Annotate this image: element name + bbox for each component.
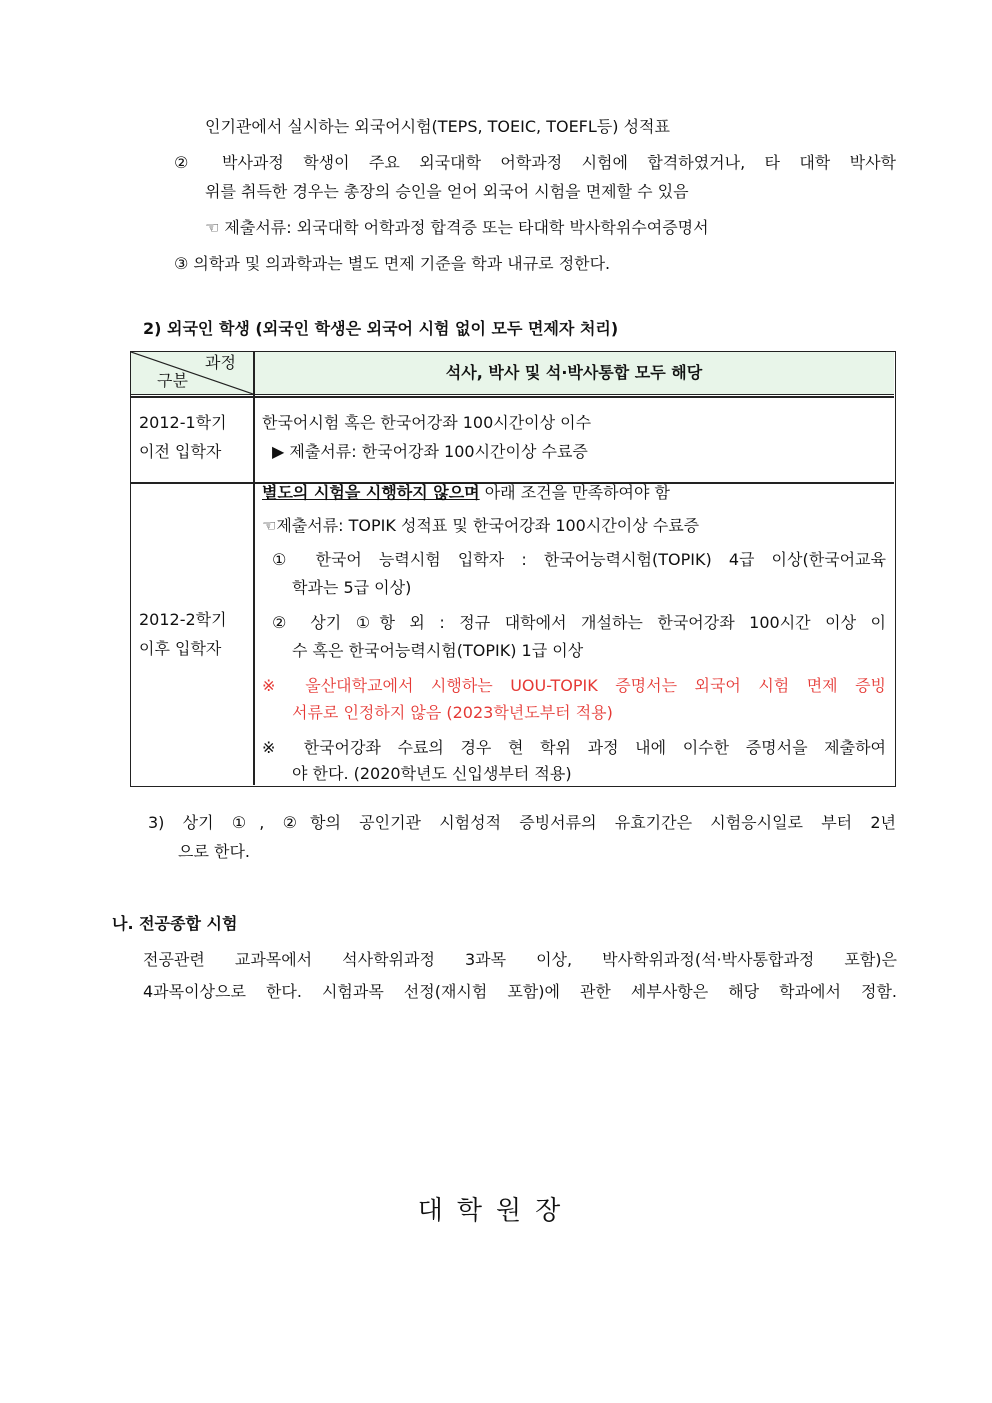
row-2-item-1-b: 학과는 5급 이상) (292, 578, 412, 597)
row-2-item-2-b: 수 혹은 한국어능력시험(TOPIK) 1급 이상 (292, 641, 584, 660)
row-2-note-1-b: 서류로 인정하지 않음 (2023학년도부터 적용) (292, 703, 613, 722)
table-column-separator (253, 352, 255, 785)
row-2-note-2-a: ※ 한국어강좌 수료의 경우 현 학위 과정 내에 이수한 증명서을 제출하여 (262, 738, 886, 757)
table-header-label: 석사, 박사 및 석·박사통합 모두 해당 (445, 363, 703, 382)
section-na-line-1: 전공관련 교과목에서 석사학위과정 3과목 이상, 박사학위과정(석·박사통합과정 포함)은 (143, 950, 897, 969)
row-2-note-2-b: 야 한다. (2020학년도 신입생부터 적용) (292, 764, 572, 783)
signature-dean: 대학원장 (417, 1196, 575, 1226)
row-2-item-2-a: ② 상기 ①항 외 : 정규 대학에서 개설하는 한국어강좌 100시간 이상 이 (272, 613, 886, 632)
corner-label-course: 과정 (205, 353, 236, 372)
row-1-label-a: 2012-1학기 (139, 413, 227, 432)
row-2-docs: ☜제출서류: TOPIK 성적표 및 한국어강좌 100시간이상 수료증 (262, 516, 700, 535)
intro-line-1: 인기관에서 실시하는 외국어시험(TEPS, TOEIC, TOEFL등) 성적표 (205, 117, 670, 136)
row-2-label-a: 2012-2학기 (139, 610, 227, 629)
foreign-student-table (130, 351, 896, 787)
item-2-docs: ☜ 제출서류: 외국대학 어학과정 합격증 또는 타대학 박사학위수여증명서 (205, 218, 709, 237)
corner-label-category: 구분 (157, 371, 188, 390)
row-2-label-b: 이후 입학자 (139, 639, 222, 658)
row-2-underlined-text: 별도의 시험을 시행하지 않으며 (262, 483, 480, 502)
section-3-line-1: 3) 상기 ①, ②항의 공인기관 시험성적 증빙서류의 유효기간은 시험응시일로 부터 2년 (148, 813, 896, 832)
row-2-line-1 (262, 482, 670, 504)
row-2-line-1-rest: 아래 조건을 만족하여야 함 (479, 483, 671, 502)
section-3-line-2: 으로 한다. (178, 842, 250, 861)
section-2-heading: 2) 외국인 학생 (외국인 학생은 외국어 시험 없이 모두 면제자 처리) (143, 319, 619, 338)
row-2-item-1-a: ① 한국어 능력시험 입학자 : 한국어능력시험(TOPIK) 4급 이상(한국어교육 (272, 550, 886, 569)
row-1-label-b: 이전 입학자 (139, 442, 222, 461)
row-1-line-1: 한국어시험 혹은 한국어강좌 100시간이상 이수 (262, 413, 592, 432)
section-na-heading: 나. 전공종합 시험 (112, 914, 238, 933)
item-2-line-b: 위를 취득한 경우는 총장의 승인을 얻어 외국어 시험을 면제할 수 있음 (205, 182, 689, 201)
item-2-line-a: ② 박사과정 학생이 주요 외국대학 어학과정 시험에 합격하였거나, 타 대학 박사학 (174, 153, 896, 172)
item-3: ③ 의학과 및 의과학과는 별도 면제 기준을 학과 내규로 정한다. (174, 254, 611, 273)
table-header-double-line (131, 396, 894, 398)
row-1-line-2: ▶ 제출서류: 한국어강좌 100시간이상 수료증 (272, 442, 588, 461)
section-na-line-2: 4과목이상으로 한다. 시험과목 선정(재시험 포함)에 관한 세부사항은 해당 학과에서 정함. (143, 982, 897, 1001)
row-2-note-1-a: ※ 울산대학교에서 시행하는 UOU-TOPIK 증명서는 외국어 시험 면제 증빙 (262, 676, 886, 695)
